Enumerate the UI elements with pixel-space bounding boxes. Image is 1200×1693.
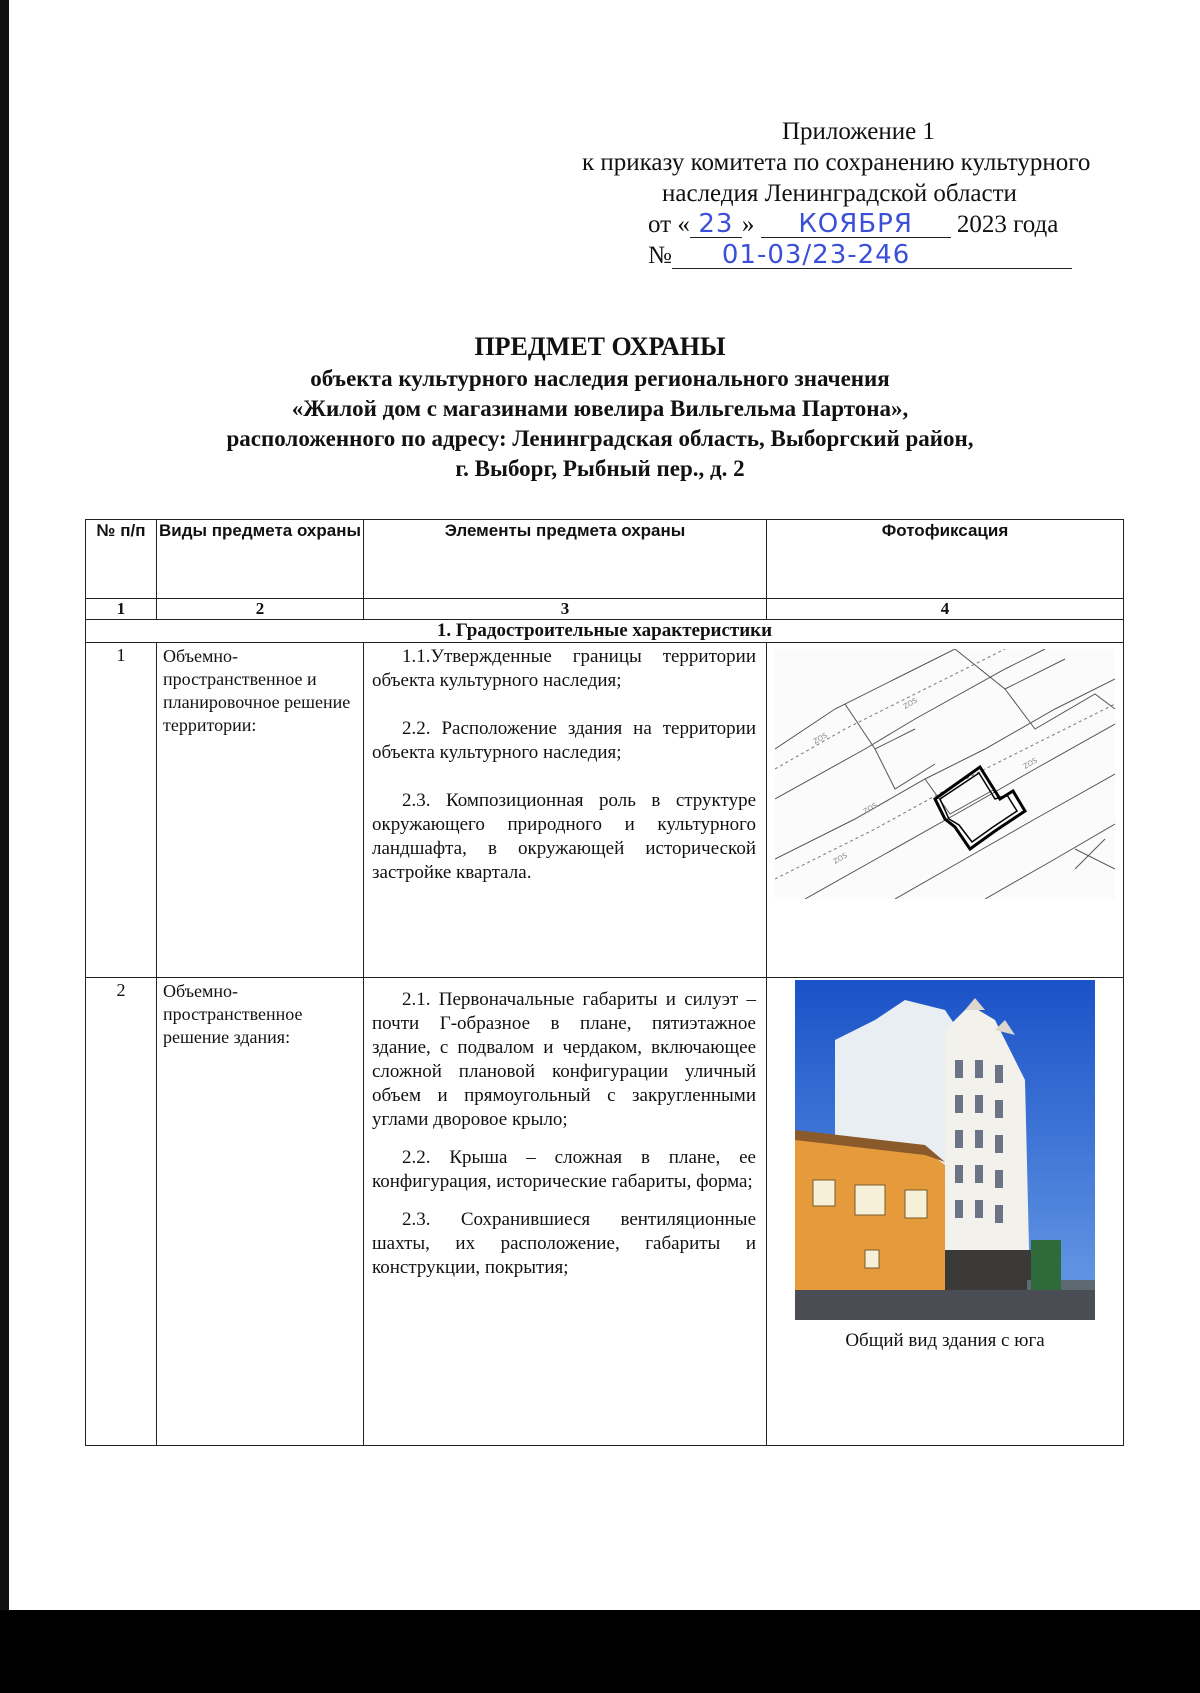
site-plan-map — [775, 649, 1115, 899]
column-number: 4 — [767, 599, 1124, 620]
appendix-label: Приложение 1 — [782, 118, 935, 145]
svg-text:ZOS: ZOS — [812, 731, 829, 746]
row-kind: Объемно-пространственное решение здания: — [157, 978, 364, 1446]
protection-table — [85, 519, 1124, 1446]
element-item: 2.1. Первоначальные габариты и силуэт – почти Г-образное в плане, пятиэтажное здание, с подвалом и чердаком, включающее сложной плановой конфигурации уличный объем и прямоугольный с закругленными углами дворовое крыло; — [372, 989, 756, 1130]
table-row — [86, 978, 1124, 1446]
title-line-4: г. Выборг, Рыбный пер., д. 2 — [455, 456, 745, 481]
title-heading: ПРЕДМЕТ ОХРАНЫ — [474, 332, 726, 361]
row-kind: Объемно-пространственное и планировочное решение территории: — [157, 643, 364, 978]
date-month: КОЯБРЯ — [761, 211, 951, 238]
date-day: 23 — [690, 211, 742, 238]
svg-text:ZOS: ZOS — [862, 801, 879, 816]
column-number: 1 — [86, 599, 157, 620]
title-line-1: объекта культурного наследия регионального значения — [310, 366, 890, 391]
row-elements — [364, 643, 767, 978]
row-photo — [767, 643, 1124, 978]
order-number: № 01-03/23-246 — [648, 242, 1072, 270]
date-year: 2023 года — [956, 211, 1059, 238]
row-number: 1 — [86, 643, 157, 978]
header-kind: Виды предмета охраны — [157, 520, 364, 599]
svg-text:ZOS: ZOS — [1022, 756, 1039, 771]
row-photo — [767, 978, 1124, 1446]
element-item: 2.3. Сохранившиеся вентиляционные шахты, их расположение, габариты и конструкции, покрытия; — [372, 1209, 756, 1278]
column-number: 3 — [364, 599, 767, 620]
order-line: к приказу комитета по сохранению культурного — [582, 149, 1091, 176]
photo-caption: Общий вид здания с юга — [845, 1330, 1045, 1351]
svg-text:ZOS: ZOS — [832, 851, 849, 866]
order-number-value: 01-03/23-246 — [672, 242, 1072, 269]
element-item: 2.3. Композиционная роль в структуре окружающего природного и культурного ландшафта, в окружающей исторической застройке квартала. — [372, 790, 756, 883]
element-item: 1.1.Утвержденные границы территории объекта культурного наследия; — [372, 646, 756, 691]
table-row — [86, 643, 1124, 978]
element-item: 2.2. Крыша – сложная в плане, ее конфигурация, исторические габариты, форма; — [372, 1147, 756, 1192]
order-date: от « 23 » КОЯБРЯ 2023 года — [648, 209, 1059, 239]
scan-edge-bottom — [0, 1610, 1200, 1693]
row-elements — [364, 978, 767, 1446]
row-number: 2 — [86, 978, 157, 1446]
svg-text:ZOS: ZOS — [902, 696, 919, 711]
element-item: 2.2. Расположение здания на территории объекта культурного наследия; — [372, 718, 756, 763]
header-elements: Элементы предмета охраны — [364, 520, 767, 599]
title-line-2: «Жилой дом с магазинами ювелира Вильгельма Партона», — [291, 396, 909, 421]
column-number-row — [86, 599, 1124, 620]
header-photo: Фотофиксация — [767, 520, 1124, 599]
building-photo — [795, 980, 1095, 1320]
title-line-3: расположенного по адресу: Ленинградская область, Выборгский район, — [226, 426, 974, 451]
table-header-row — [86, 520, 1124, 599]
scan-edge-left — [0, 0, 9, 1693]
column-number: 2 — [157, 599, 364, 620]
committee-line: наследия Ленинградской области — [662, 180, 1017, 207]
header-num: № п/п — [86, 520, 157, 599]
section-title: 1. Градостроительные характеристики — [86, 620, 1124, 643]
document-title — [120, 330, 1080, 484]
section-row — [86, 620, 1124, 643]
